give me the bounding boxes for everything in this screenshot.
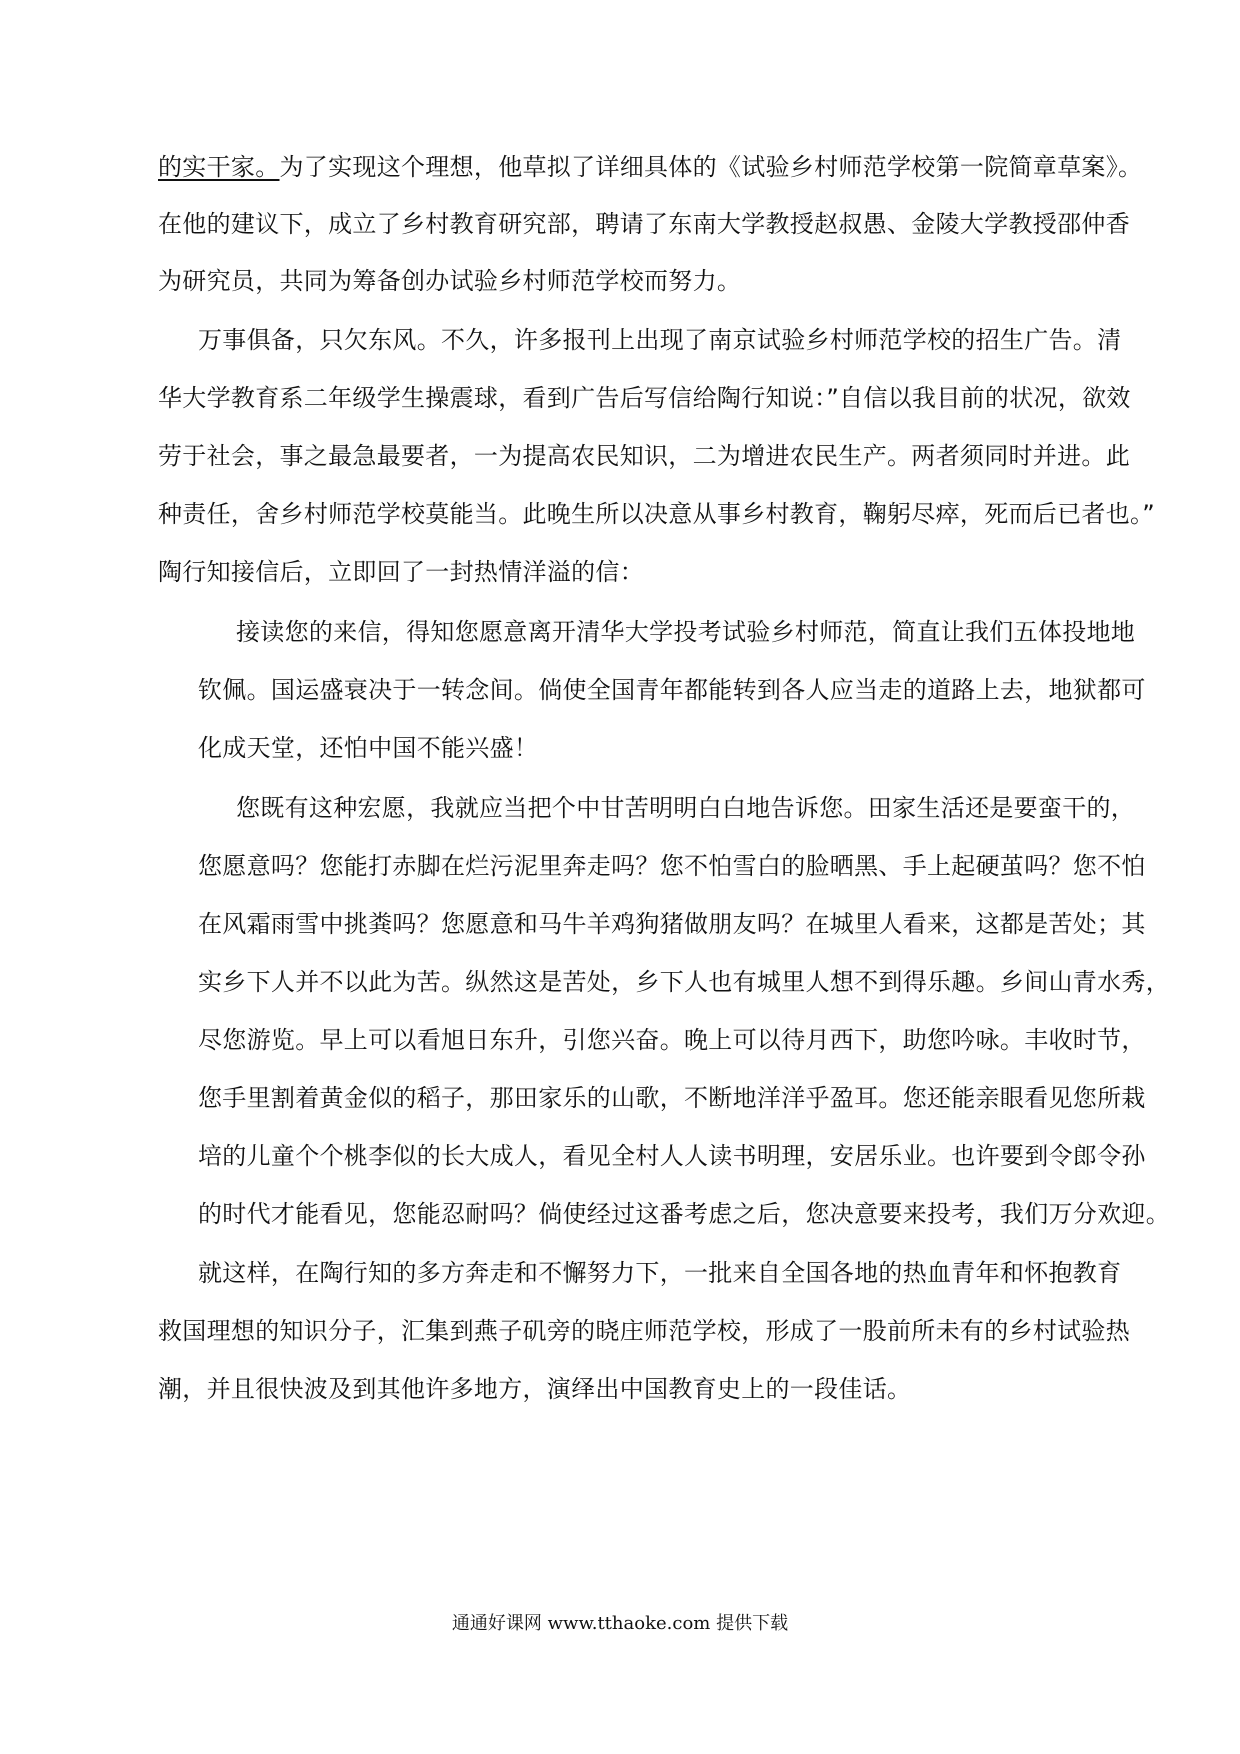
underlined-phrase: 的实干家。: [158, 153, 280, 181]
quote-1-line-2: 钦佩。国运盛衰决于一转念间。倘使全国青年都能转到各人应当走的道路上去，地狱都可: [198, 676, 1146, 704]
quote-2-line-6: 您手里割着黄金似的稻子，那田家乐的山歌，不断地洋洋乎盈耳。您还能亲眼看见您所栽: [198, 1084, 1146, 1112]
quote-2-line-2: 您愿意吗？您能打赤脚在烂污泥里奔走吗？您不怕雪白的脸晒黑、手上起硬茧吗？您不怕: [198, 852, 1146, 880]
paragraph-3-line-2: 救国理想的知识分子，汇集到燕子矶旁的晓庄师范学校，形成了一股前所未有的乡村试验热: [158, 1317, 1130, 1345]
page-footer: 通通好课网 www.tthaoke.com 提供下载: [451, 1613, 789, 1634]
quote-1-line-1: 接读您的来信，得知您愿意离开清华大学投考试验乡村师范，简直让我们五体投地地: [236, 618, 1136, 646]
quote-2-line-1: 您既有这种宏愿，我就应当把个中甘苦明明白白地告诉您。田家生活还是要蛮干的，: [236, 794, 1136, 822]
quote-2-line-4: 实乡下人并不以此为苦。纵然这是苦处，乡下人也有城里人想不到得乐趣。乡间山青水秀，: [198, 968, 1170, 996]
paragraph-3-line-3: 潮，并且很快波及到其他许多地方，演绎出中国教育史上的一段佳话。: [158, 1375, 912, 1403]
paragraph-2-line-3: 劳于社会，事之最急最要者，一为提高农民知识，二为增进农民生产。两者须同时并进。此: [158, 442, 1130, 470]
quote-2-line-8: 的时代才能看见，您能忍耐吗？倘使经过这番考虑之后，您决意要来投考，我们万分欢迎。: [198, 1200, 1170, 1228]
paragraph-3-line-1: 就这样，在陶行知的多方奔走和不懈努力下，一批来自全国各地的热血青年和怀抱教育: [198, 1259, 1122, 1287]
paragraph-1-line-2: 在他的建议下，成立了乡村教育研究部，聘请了东南大学教授赵叔愚、金陵大学教授邵仲香: [158, 210, 1130, 238]
paragraph-2-line-2: 华大学教育系二年级学生操震球，看到广告后写信给陶行知说：”自信以我目前的状况，欲效: [158, 384, 1131, 412]
paragraph-2-line-1: 万事俱备，只欠东风。不久，许多报刊上出现了南京试验乡村师范学校的招生广告。清: [198, 326, 1122, 354]
paragraph-1-line-3: 为研究员，共同为筹备创办试验乡村师范学校而努力。: [158, 267, 742, 295]
quote-2-line-3: 在风霜雨雪中挑粪吗？您愿意和马牛羊鸡狗猪做朋友吗？在城里人看来，这都是苦处；其: [198, 910, 1146, 938]
text-run: 为了实现这个理想，他草拟了详细具体的《试验乡村师范学校第一院简章草案》。: [279, 153, 1143, 181]
paragraph-2-line-5: 陶行知接信后，立即回了一封热情洋溢的信：: [158, 558, 644, 586]
paragraph-2-line-4: 种责任，舍乡村师范学校莫能当。此晚生所以决意从事乡村教育，鞠躬尽瘁，死而后已者也。”: [158, 500, 1156, 528]
quote-1-line-3: 化成天堂，还怕中国不能兴盛！: [198, 734, 539, 762]
quote-2-line-5: 尽您游览。早上可以看旭日东升，引您兴奋。晚上可以待月西下，助您吟咏。丰收时节，: [198, 1026, 1146, 1054]
quote-2-line-7: 培的儿童个个桃李似的长大成人，看见全村人人读书明理，安居乐业。也许要到令郎令孙: [198, 1142, 1146, 1170]
paragraph-1-line-1: [158, 150, 1142, 184]
